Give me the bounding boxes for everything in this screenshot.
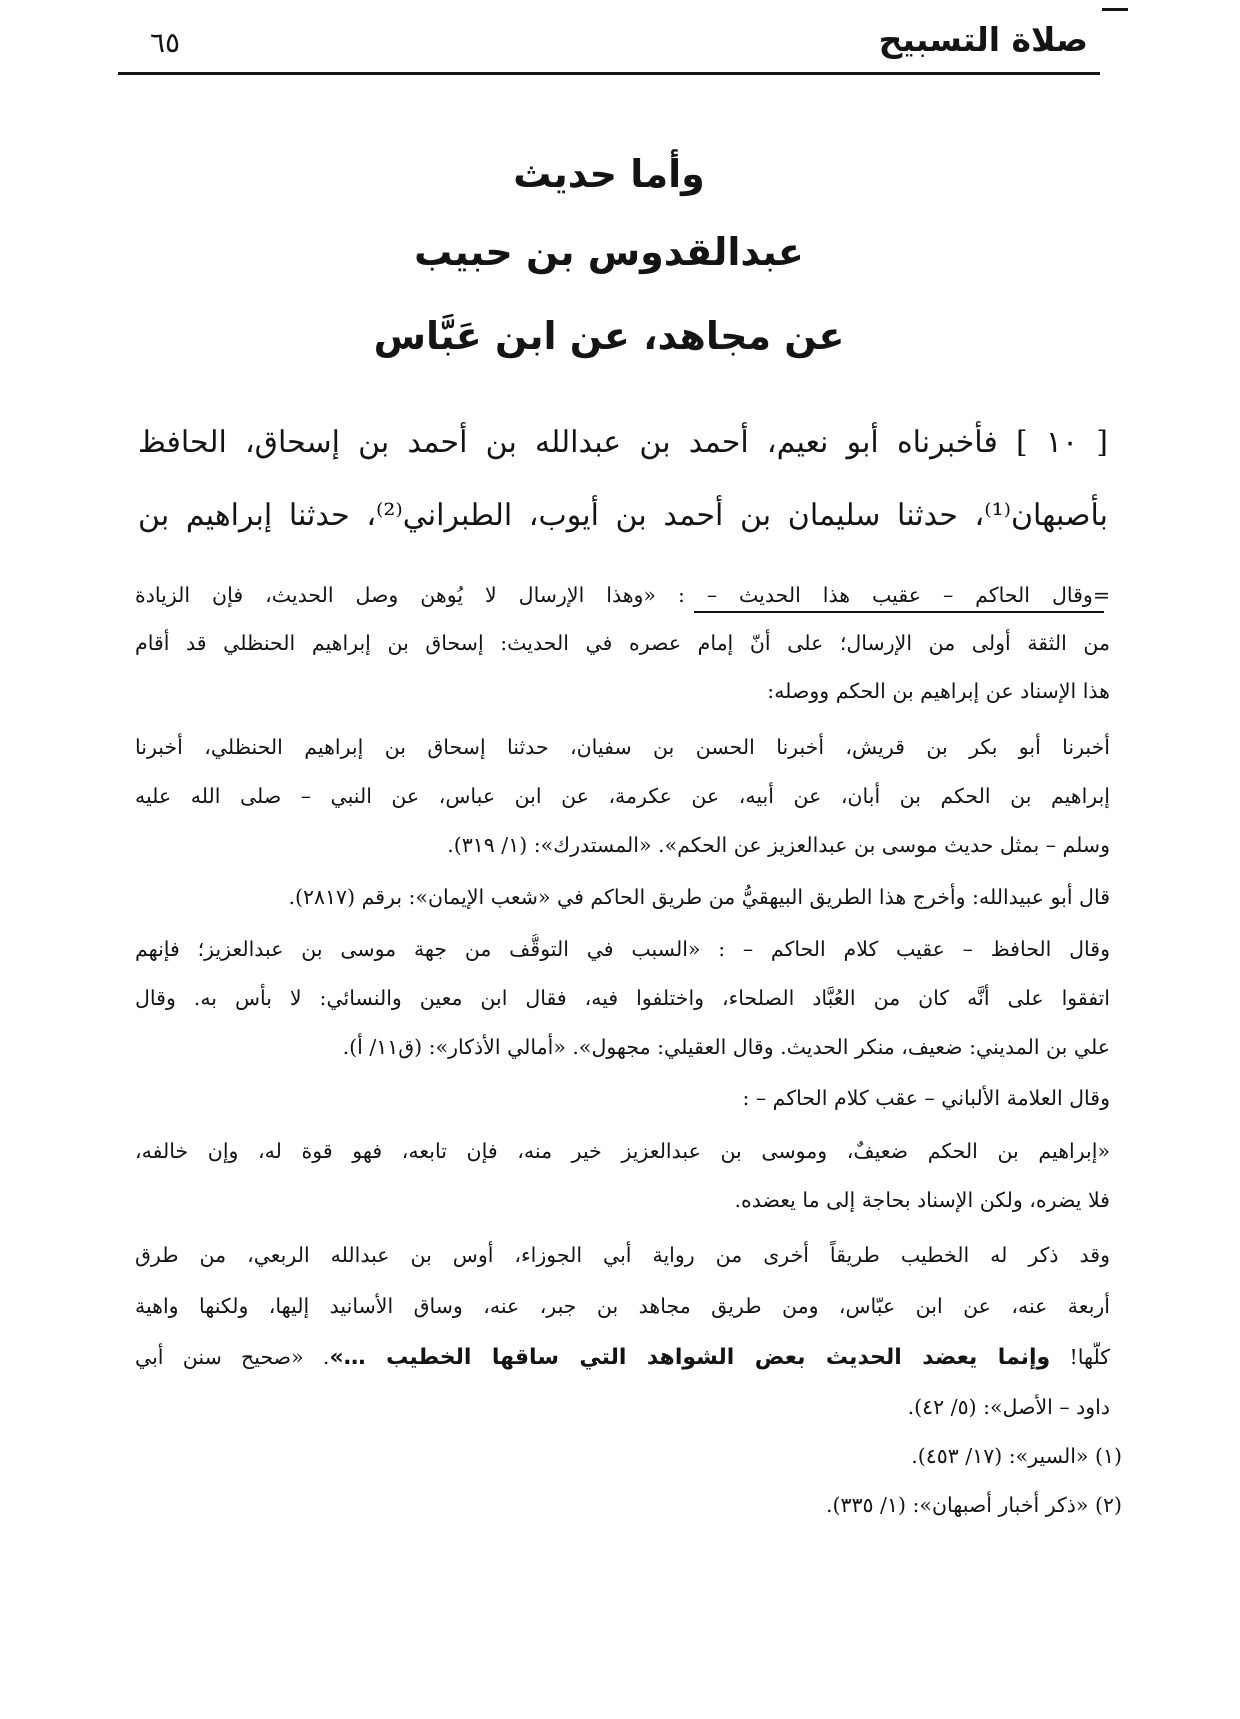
- footnote-line: وقال الحافظ – عقيب كلام الحاكم – : «السبب في التوقُّف من جهة موسى بن عبدالعزيز؛ فإنهم: [135, 937, 1110, 961]
- footnote-line: هذا الإسناد عن إبراهيم بن الحكم ووصله:: [767, 679, 1110, 703]
- footnote-mixed-line: [135, 1342, 1110, 1373]
- section-title-line-3: عن مجاهد، عن ابن عَبَّاس: [373, 314, 845, 358]
- footnote-line: إبراهيم بن الحكم بن أبان، عن أبيه، عن عكرمة، عن ابن عباس، عن النبي – صلى الله عليه: [135, 784, 1110, 808]
- footnote-line: «إبراهيم بن الحكم ضعيفٌ، وموسى بن عبدالعزيز خير منه، فإن تابعه، فهو قوة له، وإن خالفه،: [135, 1139, 1110, 1163]
- page-number: ٦٥: [150, 26, 181, 59]
- body-line-1: [ ١٠ ] فأخبرناه أبو نعيم، أحمد بن عبدالله بن أحمد بن إسحاق، الحافظ: [138, 425, 1108, 460]
- corner-mark: [1102, 8, 1128, 11]
- footnote-line: قال أبو عبيدالله: وأخرج هذا الطريق البيهقيُّ من طريق الحاكم في «شعب الإيمان»: برقم (٢٨١٧).: [288, 885, 1110, 909]
- running-title: صلاة التسبيح: [878, 20, 1088, 59]
- footnote-bold-quote: وإنما يعضد الحديث بعض الشواهد التي ساقها الخطيب …»: [329, 1345, 1051, 1370]
- footnote-line: علي بن المديني: ضعيف، منكر الحديث. وقال العقيلي: مجهول». «أمالي الأذكار»: (ق١١/ أ).: [342, 1035, 1110, 1059]
- footnote-text: . «صحيح سنن أبي: [135, 1345, 330, 1369]
- footnote-line: وقد ذكر له الخطيب طريقاً أخرى من رواية أبي الجوزاء، أوس بن عبدالله الربعي، من طرق: [135, 1243, 1110, 1267]
- footnote-line: فلا يضره، ولكن الإسناد بحاجة إلى ما يعضده.: [734, 1188, 1110, 1212]
- footnote-line: اتفقوا على أنَّه كان من العُبَّاد الصلحاء، واختلفوا فيه، فقال ابن معين والنسائي: لا بأس به. وقال: [135, 986, 1110, 1010]
- footnote-line: أخبرنا أبو بكر بن قريش، أخبرنا الحسن بن سفيان، حدثنا إسحاق بن إبراهيم الحنظلي، أخبرنا: [135, 735, 1110, 759]
- footnote-line: داود – الأصل»: (٥/ ٤٢).: [907, 1395, 1110, 1419]
- section-title-line-2: عبدالقدوس بن حبيب: [414, 230, 804, 274]
- footnote-separator: [694, 611, 1104, 613]
- footnote-line: وسلم – بمثل حديث موسى بن عبدالعزيز عن الحكم». «المستدرك»: (١/ ٣١٩).: [447, 833, 1110, 857]
- footnote-line: =وقال الحاكم – عقيب هذا الحديث – : «وهذا الإرسال لا يُوهن وصل الحديث، فإن الزيادة: [135, 583, 1110, 607]
- footnote-text: كلُّها!: [1050, 1345, 1110, 1369]
- footnote-line: من الثقة أولى من الإرسال؛ على أنّ إمام عصره في الحديث: إسحاق بن إبراهيم الحنظلي قد أقام: [135, 631, 1110, 655]
- body-line-2: بأصبهان⁽¹⁾، حدثنا سليمان بن أحمد بن أيوب، الطبراني⁽²⁾، حدثنا إبراهيم بن: [138, 498, 1108, 533]
- page-header: [118, 18, 1100, 74]
- footnote-line: أربعة عنه، عن ابن عبّاس، ومن طريق مجاهد بن جبر، عنه، وساق الأسانيد إليها، ولكنها واهية: [135, 1294, 1110, 1318]
- reference-note-2: (٢) «ذكر أخبار أصبهان»: (١/ ٣٣٥).: [825, 1493, 1122, 1517]
- section-title-line-1: وأما حديث: [513, 152, 705, 196]
- footnote-line: وقال العلامة الألباني – عقب كلام الحاكم – :: [742, 1086, 1110, 1110]
- reference-note-1: (١) «السير»: (١٧/ ٤٥٣).: [911, 1444, 1122, 1468]
- header-rule: [118, 72, 1100, 75]
